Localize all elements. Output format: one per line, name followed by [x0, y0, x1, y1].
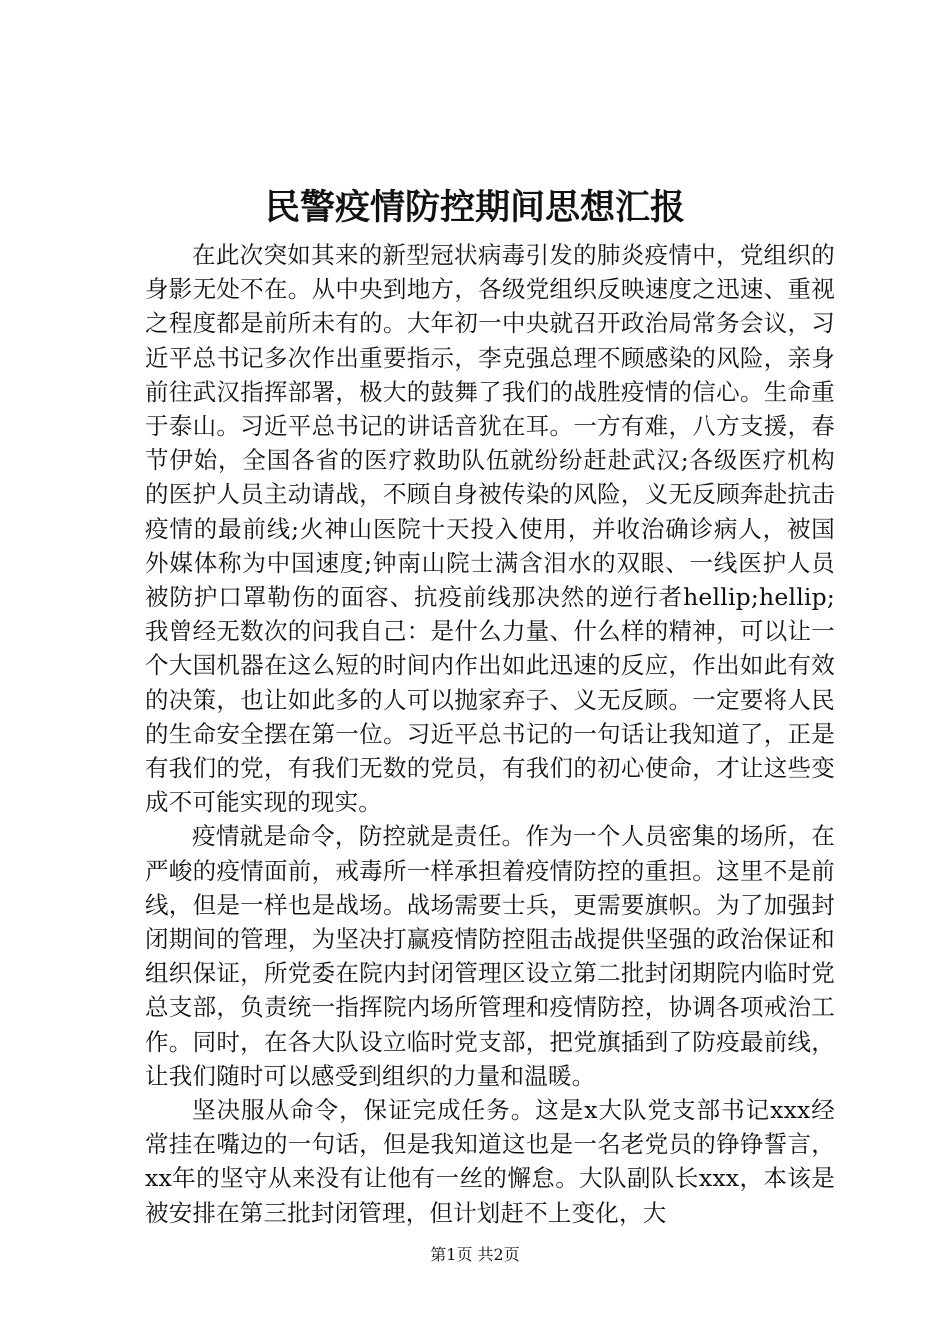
- paragraph-1: 在此次突如其来的新型冠状病毒引发的肺炎疫情中，党组织的身影无处不在。从中央到地方，各级党组织反映速度之迅速、重视之程度都是前所未有的。大年初一中央就召开政治局常务会议，习近平总书记多次作出重要指示，李克强总理不顾感染的风险，亲身前往武汉指挥部署，极大的鼓舞了我们的战胜疫情的信心。生命重于泰山。习近平总书记的讲话音犹在耳。一方有难，八方支援，春节伊始，全国各省的医疗救助队伍就纷纷赶赴武汉;各级医疗机构的医护人员主动请战，不顾自身被传染的风险，义无反顾奔赴抗击疫情的最前线;火神山医院十天投入使用，并收治确诊病人，被国外媒体称为中国速度;钟南山院士满含泪水的双眼、一线医护人员被防护口罩勒伤的面容、抗疫前线那决然的逆行者hellip;hellip;我曾经无数次的问我自己：是什么力量、什么样的精神，可以让一个大国机器在这么短的时间内作出如此迅速的反应，作出如此有效的决策，也让如此多的人可以抛家弃子、义无反顾。一定要将人民的生命安全摆在第一位。习近平总书记的一句话让我知道了，正是有我们的党，有我们无数的党员，有我们的初心使命，才让这些变成不可能实现的现实。: [145, 241, 835, 817]
- paragraph-3: 坚决服从命令，保证完成任务。这是x大队党支部书记xxx经常挂在嘴边的一句话，但是我知道这也是一名老党员的铮铮誓言，xx年的坚守从来没有让他有一丝的懈怠。大队副队长xxx，本该是被安排在第三批封闭管理，但计划赶不上变化，大: [145, 1096, 835, 1227]
- document-title: 民警疫情防控期间思想汇报: [264, 187, 685, 228]
- paragraph-2: 疫情就是命令，防控就是责任。作为一个人员密集的场所，在严峻的疫情面前，戒毒所一样承担着疫情防控的重担。这里不是前线，但是一样也是战场。战场需要士兵，更需要旗帜。为了加强封闭期间的管理，为坚决打赢疫情防控阻击战提供坚强的政治保证和组织保证，所党委在院内封闭管理区设立第二批封闭期院内临时党总支部，负责统一指挥院内场所管理和疫情防控，协调各项戒治工作。同时，在各大队设立临时党支部，把党旗插到了防疫最前线，让我们随时可以感受到组织的力量和温暖。: [145, 822, 835, 1090]
- document-body: [145, 238, 835, 1230]
- page-footer: 第1页 共2页: [430, 1245, 520, 1264]
